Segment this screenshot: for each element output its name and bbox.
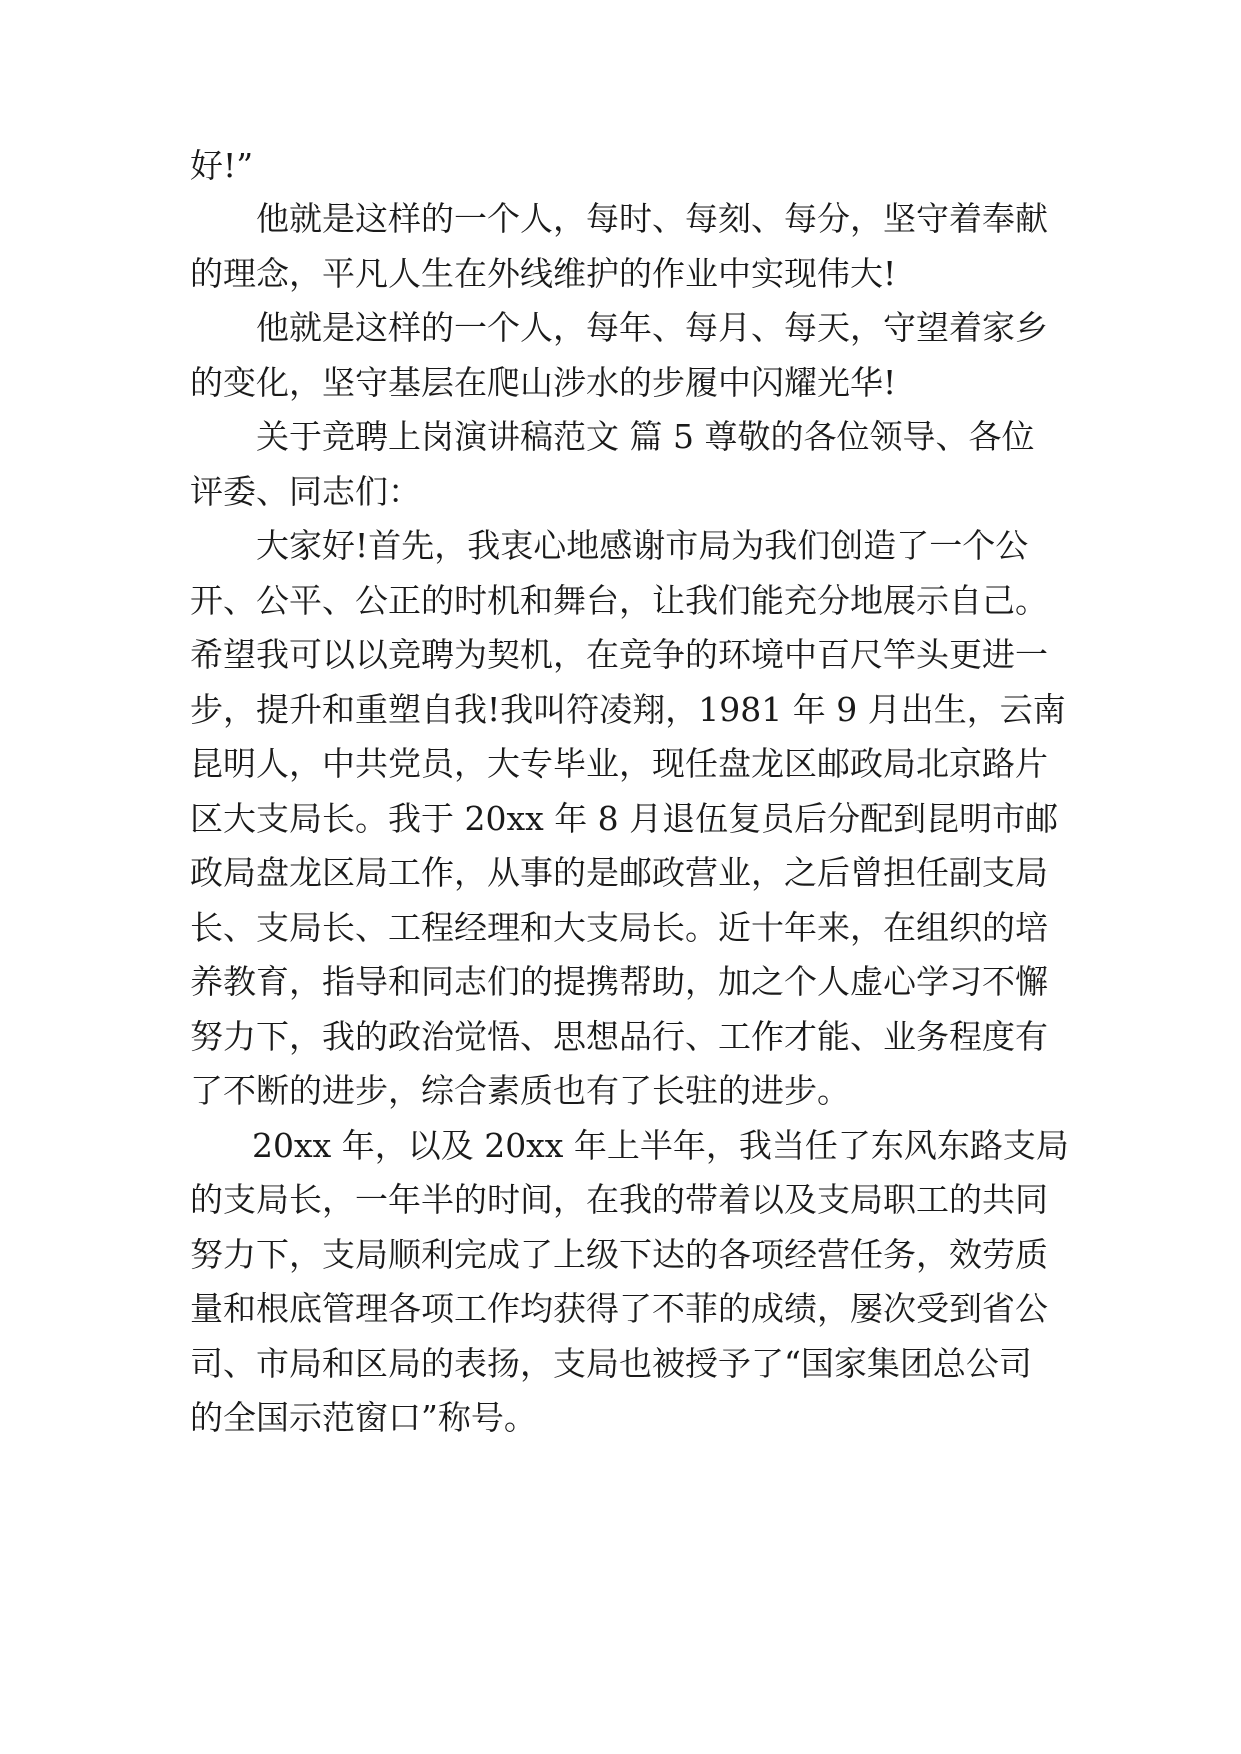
text-line: 希望我可以以竞聘为契机，在竞争的环境中百尺竿头更进一 — [190, 635, 1048, 674]
text-line: 20xx 年，以及 20xx 年上半年，我当任了东风东路支局 — [252, 1126, 1069, 1165]
text-line: 他就是这样的一个人，每年、每月、每天，守望着家乡 — [256, 308, 1048, 347]
text-line: 好!” — [190, 146, 254, 185]
text-line: 区大支局长。我于 20xx 年 8 月退伍复员后分配到昆明市邮 — [190, 799, 1059, 838]
text-line: 的理念，平凡人生在外线维护的作业中实现伟大! — [190, 254, 897, 293]
text-line: 量和根底管理各项工作均获得了不菲的成绩，屡次受到省公 — [190, 1289, 1048, 1328]
text-line: 司、市局和区局的表扬，支局也被授予了“国家集团总公司 — [190, 1344, 1032, 1383]
text-line: 了不断的进步，综合素质也有了长驻的进步。 — [190, 1071, 850, 1110]
text-line: 昆明人，中共党员，大专毕业，现任盘龙区邮政局北京路片 — [190, 744, 1048, 783]
text-line: 他就是这样的一个人，每时、每刻、每分，坚守着奉献 — [256, 199, 1048, 238]
text-line: 大家好!首先，我衷心地感谢市局为我们创造了一个公 — [256, 526, 1029, 565]
text-line: 关于竞聘上岗演讲稿范文 篇 5 尊敬的各位领导、各位 — [256, 417, 1035, 456]
text-line: 养教育，指导和同志们的提携帮助，加之个人虚心学习不懈 — [190, 962, 1048, 1001]
text-line: 开、公平、公正的时机和舞台，让我们能充分地展示自己。 — [190, 581, 1048, 620]
text-line: 步，提升和重塑自我!我叫符凌翔，1981 年 9 月出生，云南 — [190, 690, 1066, 729]
text-line: 的变化，坚守基层在爬山涉水的步履中闪耀光华! — [190, 363, 897, 402]
text-line: 评委、同志们： — [190, 472, 421, 511]
text-line: 政局盘龙区局工作，从事的是邮政营业，之后曾担任副支局 — [190, 853, 1048, 892]
text-line: 长、支局长、工程经理和大支局长。近十年来，在组织的培 — [190, 908, 1048, 947]
text-line: 努力下，我的政治觉悟、思想品行、工作才能、业务程度有 — [190, 1017, 1048, 1056]
text-line: 的支局长，一年半的时间，在我的带着以及支局职工的共同 — [190, 1180, 1048, 1219]
text-line: 努力下，支局顺利完成了上级下达的各项经营任务，效劳质 — [190, 1235, 1048, 1274]
text-line: 的全国示范窗口”称号。 — [190, 1398, 537, 1437]
